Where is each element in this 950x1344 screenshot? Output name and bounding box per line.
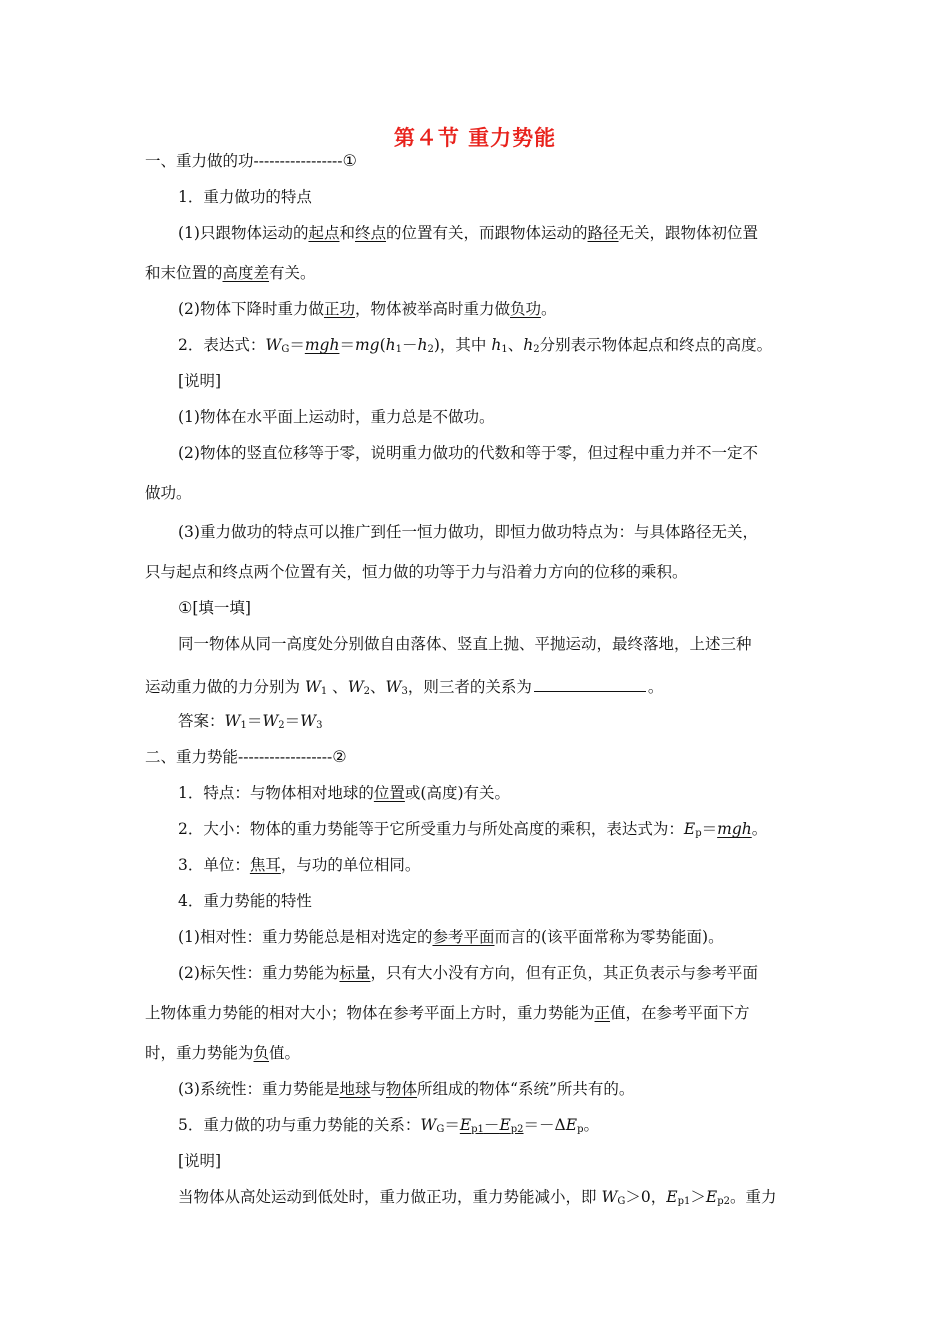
paragraph: 和末位置的高度差有关。: [145, 264, 316, 282]
paragraph: (3)系统性：重力势能是地球与物体所组成的物体“系统”所共有的。: [178, 1080, 635, 1098]
paragraph: (3)重力做功的特点可以推广到任一恒力做功，即恒力做功特点为：与具体路径无关，: [178, 523, 758, 541]
page-title: 第４节 重力势能: [393, 126, 557, 150]
section-heading-1: 一、重力做的功-----------------①: [145, 151, 357, 170]
question-paragraph: 同一物体从同一高度处分别做自由落体、竖直上抛、平抛运动，最终落地，上述三种: [178, 635, 752, 653]
paragraph: 1．重力做功的特点: [178, 188, 312, 206]
paragraph: 2．大小：物体的重力势能等于它所受重力与所处高度的乘积，表达式为：$E_p=mgh$。: [178, 820, 768, 839]
paragraph: 上物体重力势能的相对大小；物体在参考平面上方时，重力势能为正值，在参考平面下方: [145, 1004, 750, 1022]
paragraph: (2)物体下降时重力做正功，物体被举高时重力做负功。: [178, 300, 557, 318]
paragraph: 只与起点和终点两个位置有关，恒力做的功等于力与沿着力方向的位移的乘积。: [145, 563, 688, 581]
circled-one-marker: ①: [178, 598, 193, 617]
section-heading-2: 二、重力势能------------------②: [145, 747, 347, 766]
answer-line: 答案：$W_1=W_2=W_3$: [178, 712, 323, 731]
answer-blank[interactable]: [534, 677, 646, 692]
paragraph: 1．特点：与物体相对地球的位置或(高度)有关。: [178, 784, 510, 802]
paragraph: 4．重力势能的特性: [178, 892, 312, 910]
circled-two-marker: ②: [332, 747, 347, 766]
paragraph: (1)相对性：重力势能总是相对选定的参考平面而言的(该平面常称为零势能面)。: [178, 928, 724, 946]
note-label: [说明]: [178, 1152, 222, 1170]
formula-paragraph: 2．表达式：$W_G=mgh=mg(h_1-h_2)$，其中 $h_1$、$h_2$分别表示物体起点和终点的高度。: [178, 336, 773, 355]
paragraph: 时，重力势能为负值。: [145, 1044, 301, 1062]
formula-paragraph: 5．重力做的功与重力势能的关系：$W_G=E_{p1}-E_{p2}=-\Delta E_p$。: [178, 1116, 599, 1135]
circled-one-marker: ①: [342, 151, 357, 170]
paragraph: 做功。: [145, 484, 192, 502]
note-label: [说明]: [178, 372, 222, 390]
paragraph: (2)物体的竖直位移等于零，说明重力做功的代数和等于零，但过程中重力并不一定不: [178, 444, 758, 462]
paragraph: (1)只跟物体运动的起点和终点的位置有关，而跟物体运动的路径无关，跟物体初位置: [178, 224, 759, 242]
fill-blank-label: ①[填一填]: [178, 598, 251, 617]
paragraph: 当物体从高处运动到低处时，重力做正功，重力势能减小，即 $W_G>0$，$E_{p1}>E_{p2}$。重力: [178, 1188, 777, 1207]
paragraph: (2)标矢性：重力势能为标量，只有大小没有方向，但有正负，其正负表示与参考平面: [178, 964, 758, 982]
question-paragraph: 运动重力做的力分别为 $W_1$ 、$W_2$、$W_3$，则三者的关系为 。: [145, 678, 664, 697]
paragraph: 3．单位：焦耳，与功的单位相同。: [178, 856, 421, 874]
paragraph: (1)物体在水平面上运动时，重力总是不做功。: [178, 408, 495, 426]
